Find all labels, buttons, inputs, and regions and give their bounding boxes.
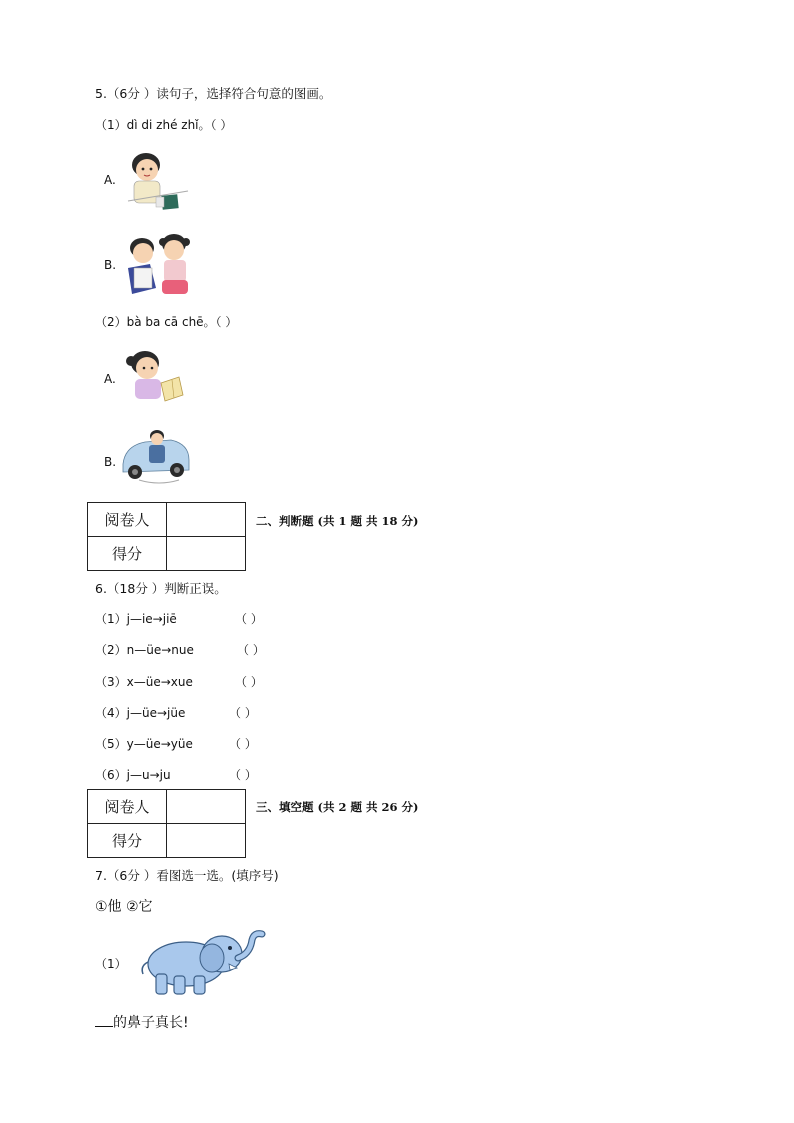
score-cell[interactable]	[167, 537, 246, 571]
boy-folding-paper-image	[120, 143, 192, 215]
q6-item-2-answer[interactable]: （ ）	[237, 643, 265, 657]
q6-item-1-answer[interactable]: （ ）	[235, 612, 263, 626]
boy-and-girl-talking-image	[120, 228, 202, 300]
q6-item-2: （2）n—üe→nue	[95, 643, 194, 657]
score-label: 得分	[88, 537, 167, 571]
q6-item-1: （1）j—ie→jiē	[95, 612, 177, 626]
section-2-heading: 二、判断题 (共 1 题 共 18 分)	[256, 514, 419, 528]
q6-item-5-answer[interactable]: （ ）	[229, 737, 257, 751]
q7-title: 7.（6分 ）看图选一选。(填序号)	[95, 868, 279, 883]
score-cell[interactable]	[167, 824, 246, 858]
q5-sub2-option-b-label: B.	[104, 455, 117, 469]
reviewer-label: 阅卷人	[88, 503, 167, 537]
q7-sentence-row	[95, 1012, 189, 1032]
q6-item-3-answer[interactable]: （ ）	[235, 675, 263, 689]
reviewer-label: 阅卷人	[88, 790, 167, 824]
q6-item-4-answer[interactable]: （ ）	[229, 706, 257, 720]
girl-reading-book-image	[117, 343, 189, 409]
q6-title: 6.（18分 ）判断正误。	[95, 581, 227, 596]
q6-item-4: （4）j—üe→jüe	[95, 706, 186, 720]
q7-sub1-label: （1）	[95, 957, 127, 971]
reviewer-cell[interactable]	[167, 503, 246, 537]
q6-item-6: （6）j—u→ju	[95, 768, 171, 782]
elephant-image	[134, 924, 268, 1000]
q5-sub1-option-b-label: B.	[104, 258, 117, 272]
q6-item-3: （3）x—üe→xue	[95, 675, 193, 689]
section-3-heading: 三、填空题 (共 2 题 共 26 分)	[256, 800, 419, 814]
q7-sentence: 的鼻子真长!	[113, 1015, 189, 1031]
q6-item-6-answer[interactable]: （ ）	[229, 768, 257, 782]
q5-sub1-option-a-label: A.	[104, 173, 116, 187]
q5-sub1-label: （1）dì di zhé zhǐ。（ ）	[95, 118, 233, 132]
q5-sub2-label: （2）bà ba cā chē。（ ）	[95, 315, 238, 329]
q5-sub2-option-a-label: A.	[104, 372, 116, 386]
reviewer-cell[interactable]	[167, 790, 246, 824]
q6-item-5: （5）y—üe→yüe	[95, 737, 193, 751]
score-table-2	[87, 789, 246, 858]
answer-blank[interactable]	[95, 1014, 113, 1027]
score-table-1	[87, 502, 246, 571]
q7-choices: ①他 ②它	[95, 899, 153, 915]
dad-washing-car-image	[119, 424, 193, 488]
score-label: 得分	[88, 824, 167, 858]
q5-title: 5.（6分 ）读句子，选择符合句意的图画。	[95, 86, 332, 101]
